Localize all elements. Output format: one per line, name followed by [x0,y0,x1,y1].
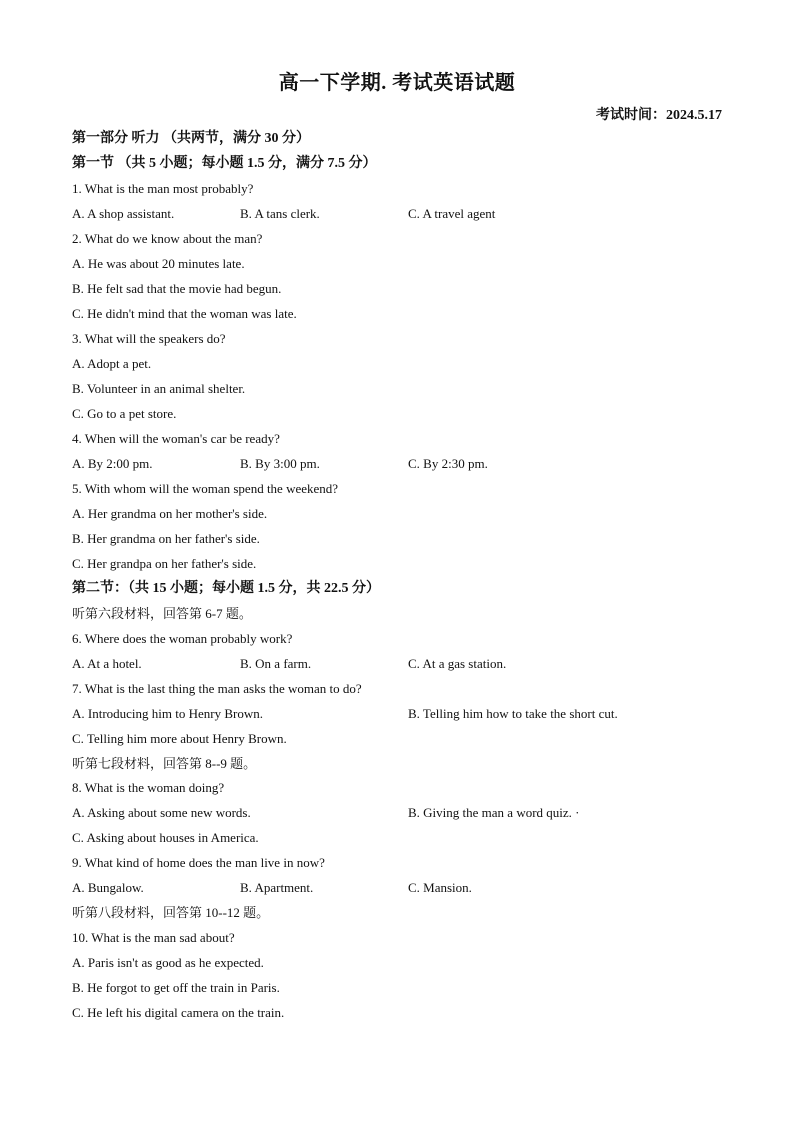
q2-option-a: A. He was about 20 minutes late. [72,256,245,271]
q6-option-b: B. On a farm. [240,656,312,671]
q2-option-c: C. He didn't mind that the woman was late. [72,306,297,321]
q9-option-c: C. Mansion. [408,880,472,895]
question-10: 10. What is the man sad about? [72,930,235,945]
q5-option-b: B. Her grandma on her father's side. [72,531,260,546]
question-3: 3. What will the speakers do? [72,331,226,346]
q9-option-b: B. Apartment. [240,880,314,895]
q1-option-a: A. A shop assistant. [72,206,175,221]
q10-option-b: B. He forgot to get off the train in Paris. [72,980,280,995]
part1-heading: 第一部分 听力 （共两节，满分 30 分） [72,131,310,146]
q5-option-c: C. Her grandpa on her father's side. [72,556,257,571]
q7-option-a: A. Introducing him to Henry Brown. [72,706,264,721]
q9-option-a: A. Bungalow. [72,880,144,895]
q4-option-c: C. By 2:30 pm. [408,456,488,471]
q2-option-b: B. He felt sad that the movie had begun. [72,281,282,296]
question-9: 9. What kind of home does the man live in now? [72,855,325,870]
section2-heading: 第二节：（共 15 小题；每小题 1.5 分，共 22.5 分） [72,581,380,596]
q7-option-b: B. Telling him how to take the short cut. [408,706,618,721]
question-7: 7. What is the last thing the man asks the woman to do? [72,681,362,696]
q6-option-c: C. At a gas station. [408,656,507,671]
exam-title: 高一下学期. 考试英语试题 [278,72,516,94]
listening-note-7: 听第七段材料，回答第 8--9 题。 [72,756,257,771]
q1-option-b: B. A tans clerk. [240,206,320,221]
question-2: 2. What do we know about the man? [72,231,263,246]
question-6: 6. Where does the woman probably work? [72,631,293,646]
q8-option-a: A. Asking about some new words. [72,805,251,820]
question-1: 1. What is the man most probably? [72,181,254,196]
q10-option-a: A. Paris isn't as good as he expected. [72,955,264,970]
q7-option-c: C. Telling him more about Henry Brown. [72,731,287,746]
exam-time: 考试时间：2024.5.17 [596,108,722,123]
section1-heading: 第一节 （共 5 小题；每小题 1.5 分，满分 7.5 分） [72,156,377,171]
question-4: 4. When will the woman's car be ready? [72,431,280,446]
q4-option-b: B. By 3:00 pm. [240,456,320,471]
q3-option-c: C. Go to a pet store. [72,406,177,421]
q5-option-a: A. Her grandma on her mother's side. [72,506,268,521]
question-5: 5. With whom will the woman spend the weekend? [72,481,339,496]
q4-option-a: A. By 2:00 pm. [72,456,153,471]
q10-option-c: C. He left his digital camera on the train. [72,1005,285,1020]
q6-option-a: A. At a hotel. [72,656,142,671]
q8-option-c: C. Asking about houses in America. [72,830,259,845]
q3-option-a: A. Adopt a pet. [72,356,152,371]
q3-option-b: B. Volunteer in an animal shelter. [72,381,246,396]
question-8: 8. What is the woman doing? [72,780,225,795]
q8-option-b: B. Giving the man a word quiz. · [408,805,580,820]
q1-option-c: C. A travel agent [408,206,496,221]
listening-note-8: 听第八段材料，回答第 10--12 题。 [72,905,270,920]
listening-note-6: 听第六段材料，回答第 6-7 题。 [72,606,252,621]
